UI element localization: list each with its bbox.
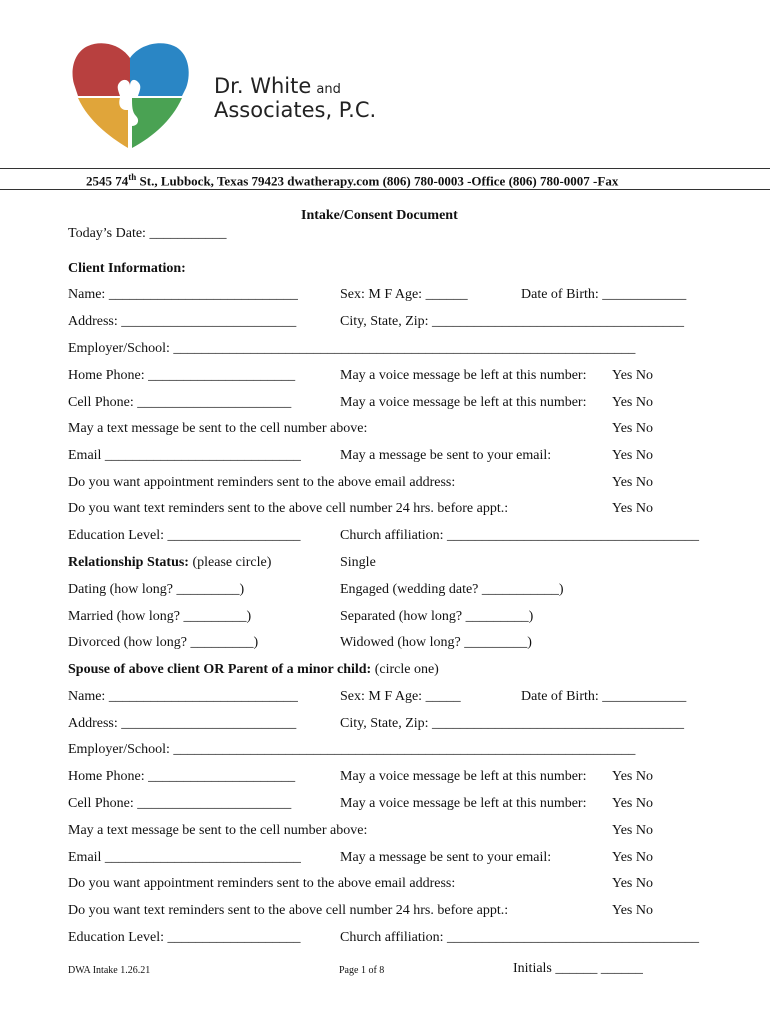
client-name-field[interactable]: Name: ___________________________	[68, 287, 298, 302]
spouse-email-question: May a message be sent to your email:	[340, 850, 552, 865]
client-home-phone-field[interactable]: Home Phone: _____________________	[68, 368, 296, 383]
spouse-reminders-text-yes-no[interactable]: Yes No	[612, 903, 653, 918]
client-email-yes-no[interactable]: Yes No	[612, 448, 653, 463]
puzzle-piece-red	[73, 43, 130, 96]
document-title: Intake/Consent Document	[301, 208, 458, 223]
footer-page-number: Page 1 of 8	[339, 965, 385, 976]
spouse-heading	[68, 662, 439, 678]
relationship-dating-option[interactable]: Dating (how long? _________)	[68, 582, 245, 597]
address-suffix: th	[128, 172, 137, 182]
spouse-sex-age-field[interactable]: Sex: M F Age: _____	[340, 689, 461, 704]
client-address-field[interactable]: Address: _________________________	[68, 314, 297, 329]
spouse-education-field[interactable]: Education Level: ___________________	[68, 930, 301, 945]
spouse-voice-home-yes-no[interactable]: Yes No	[612, 769, 653, 784]
footer-initials-field[interactable]: Initials ______ ______	[513, 961, 643, 976]
spouse-cell-phone-field[interactable]: Cell Phone: ______________________	[68, 796, 292, 811]
spouse-address-field[interactable]: Address: _________________________	[68, 716, 297, 731]
spouse-text-question: May a text message be sent to the cell number above:	[68, 823, 368, 838]
client-reminders-text-yes-no[interactable]: Yes No	[612, 501, 653, 516]
header-address	[86, 172, 618, 189]
client-sex-age-field[interactable]: Sex: M F Age: ______	[340, 287, 468, 302]
spouse-reminders-text-question: Do you want text reminders sent to the above cell number 24 hrs. before appt.:	[68, 903, 509, 918]
client-church-field[interactable]: Church affiliation: ____________________________________	[340, 528, 700, 543]
header-rule-top	[0, 168, 770, 169]
spouse-text-yes-no[interactable]: Yes No	[612, 823, 653, 838]
client-reminders-text-question: Do you want text reminders sent to the above cell number 24 hrs. before appt.:	[68, 501, 509, 516]
relationship-widowed-option[interactable]: Widowed (how long? _________)	[340, 635, 532, 650]
spouse-dob-field[interactable]: Date of Birth: ____________	[521, 689, 687, 704]
client-education-field[interactable]: Education Level: ___________________	[68, 528, 301, 543]
header-rule-bottom	[0, 189, 770, 190]
address-rest: St., Lubbock, Texas 79423 dwatherapy.com (806) 780-0003 -Office (806) 780-0007 -Fax	[139, 173, 619, 189]
client-voice-cell-yes-no[interactable]: Yes No	[612, 395, 653, 410]
spouse-heading-rest: (circle one)	[371, 662, 439, 677]
relationship-heading	[68, 555, 271, 571]
puzzle-piece-blue	[130, 43, 189, 96]
logo-line1: Dr. White	[214, 74, 312, 98]
client-voice-home-question: May a voice message be left at this number:	[340, 368, 587, 383]
puzzle-piece-green	[132, 98, 182, 148]
client-employer-field[interactable]: Employer/School: __________________________________________________________________	[68, 341, 636, 356]
footer-version: DWA Intake 1.26.21	[68, 965, 151, 976]
client-voice-home-yes-no[interactable]: Yes No	[612, 368, 653, 383]
spouse-heading-bold: Spouse of above client OR Parent of a minor child:	[68, 662, 372, 677]
spouse-employer-field[interactable]: Employer/School: __________________________________________________________________	[68, 742, 636, 757]
spouse-voice-home-question: May a voice message be left at this number:	[340, 769, 587, 784]
client-text-yes-no[interactable]: Yes No	[612, 421, 653, 436]
spouse-name-field[interactable]: Name: ___________________________	[68, 689, 298, 704]
relationship-separated-option[interactable]: Separated (how long? _________)	[340, 609, 534, 624]
client-email-field[interactable]: Email ____________________________	[68, 448, 301, 463]
relationship-married-option[interactable]: Married (how long? _________)	[68, 609, 252, 624]
spouse-home-phone-field[interactable]: Home Phone: _____________________	[68, 769, 296, 784]
spouse-church-field[interactable]: Church affiliation: ____________________________________	[340, 930, 700, 945]
spouse-voice-cell-yes-no[interactable]: Yes No	[612, 796, 653, 811]
address-number: 2545 74	[86, 173, 129, 189]
relationship-divorced-option[interactable]: Divorced (how long? _________)	[68, 635, 259, 650]
spouse-city-state-zip-field[interactable]: City, State, Zip: ____________________________________	[340, 716, 685, 731]
relationship-heading-rest: (please circle)	[188, 555, 272, 570]
relationship-single-option[interactable]: Single	[340, 555, 376, 570]
logo-text	[214, 74, 376, 122]
spouse-reminders-email-question: Do you want appointment reminders sent to the above email address:	[68, 876, 456, 891]
spouse-voice-cell-question: May a voice message be left at this number:	[340, 796, 587, 811]
client-reminders-email-question: Do you want appointment reminders sent to the above email address:	[68, 475, 456, 490]
puzzle-piece-orange	[78, 98, 128, 148]
client-city-state-zip-field[interactable]: City, State, Zip: ____________________________________	[340, 314, 685, 329]
relationship-engaged-option[interactable]: Engaged (wedding date? ___________)	[340, 582, 564, 597]
client-voice-cell-question: May a voice message be left at this number:	[340, 395, 587, 410]
puzzle-heart-logo	[68, 40, 192, 152]
spouse-reminders-email-yes-no[interactable]: Yes No	[612, 876, 653, 891]
client-info-heading: Client Information:	[68, 261, 186, 276]
client-email-question: May a message be sent to your email:	[340, 448, 552, 463]
spouse-email-field[interactable]: Email ____________________________	[68, 850, 301, 865]
spouse-email-yes-no[interactable]: Yes No	[612, 850, 653, 865]
todays-date-field[interactable]: Today’s Date: ___________	[68, 226, 227, 241]
logo-line2: Associates, P.C.	[214, 98, 377, 123]
client-dob-field[interactable]: Date of Birth: ____________	[521, 287, 687, 302]
relationship-heading-bold: Relationship Status:	[68, 555, 189, 570]
client-reminders-email-yes-no[interactable]: Yes No	[612, 475, 653, 490]
client-text-question: May a text message be sent to the cell number above:	[68, 421, 368, 436]
client-cell-phone-field[interactable]: Cell Phone: ______________________	[68, 395, 292, 410]
logo-line1-small: and	[316, 82, 341, 97]
